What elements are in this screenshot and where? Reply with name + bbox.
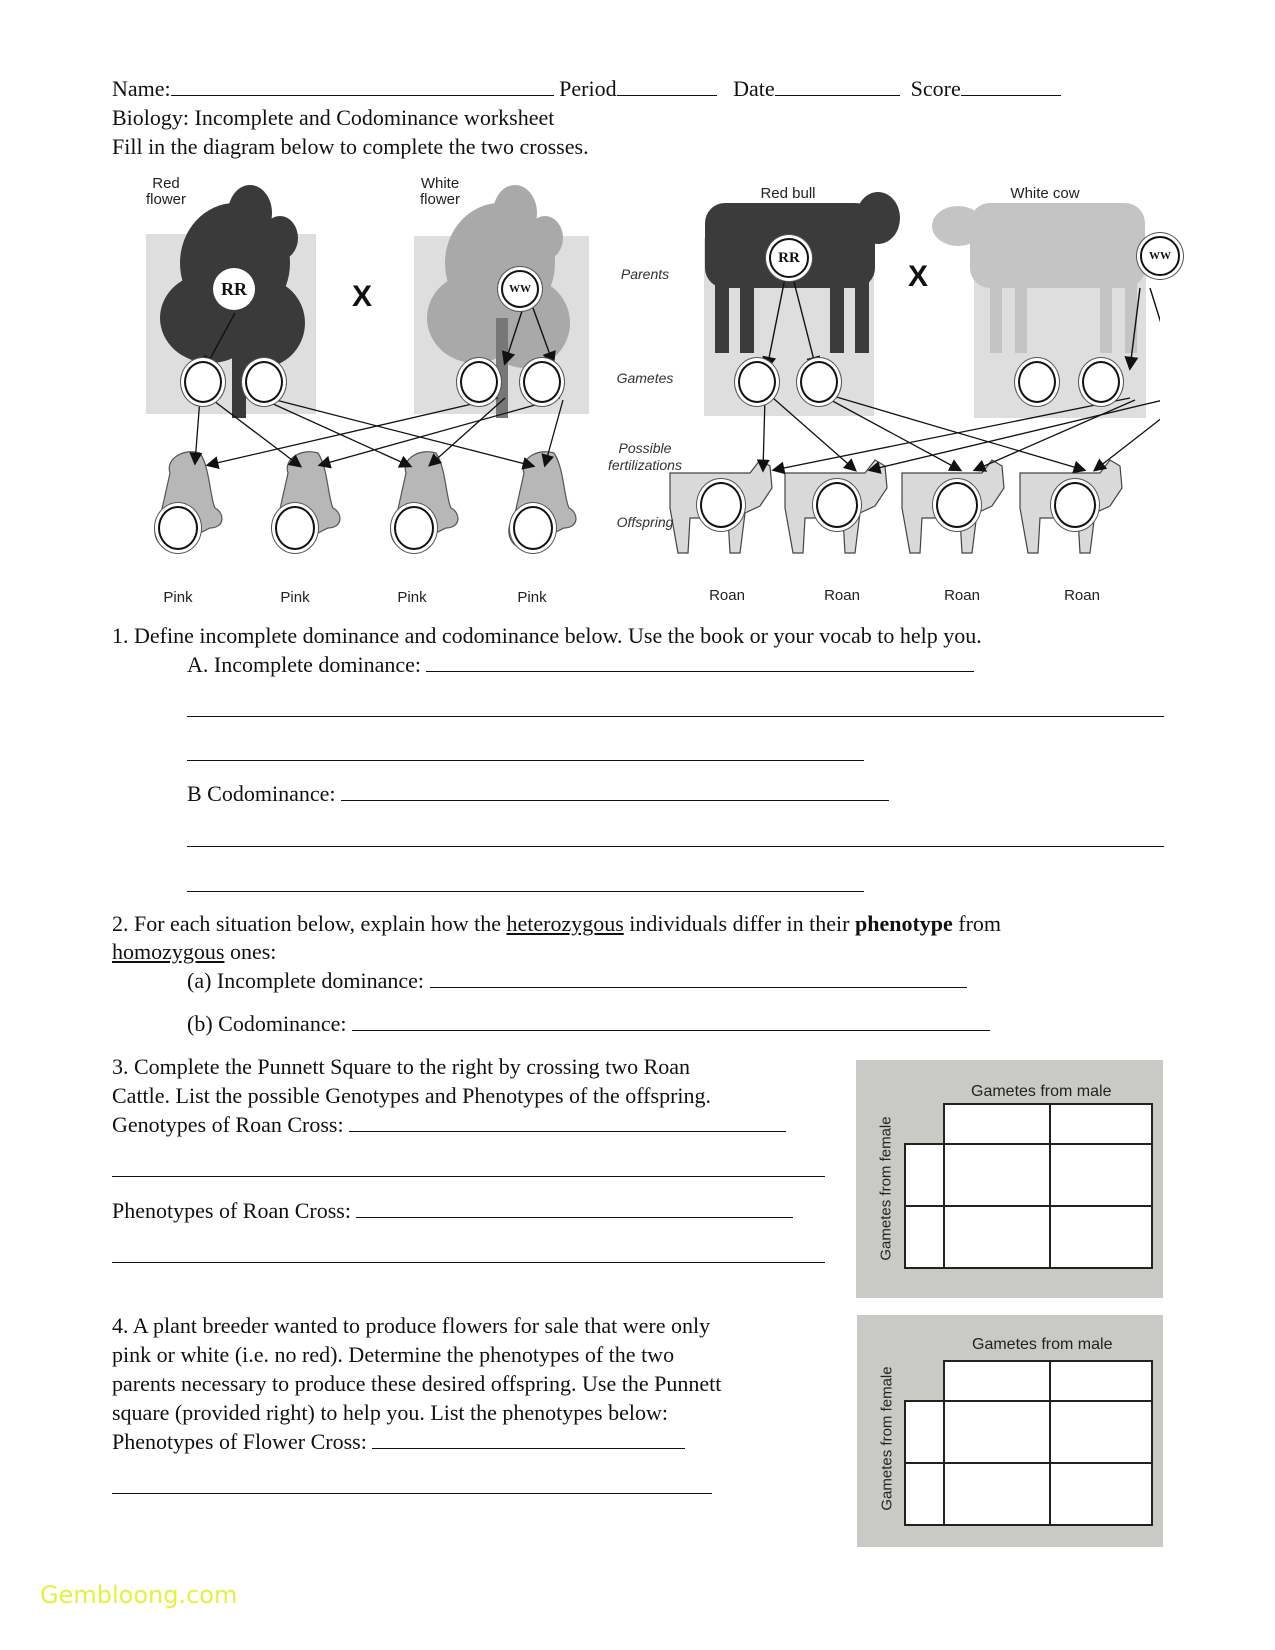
cattle-offspring-label-4: Roan <box>1064 587 1100 604</box>
flower-offspring-label-3: Pink <box>397 589 427 606</box>
q4-line4: square (provided right) to help you. List the phenotypes below: <box>112 1400 668 1425</box>
q2-a-label: (a) Incomplete dominance: <box>187 968 425 993</box>
q1-a-row <box>187 652 974 678</box>
q1-a-answer-line-3[interactable] <box>187 760 864 761</box>
q1-a-field[interactable] <box>426 653 974 672</box>
red-bull-label: Red bull <box>760 185 816 202</box>
flower1-gamete-2[interactable] <box>245 361 283 403</box>
punnett1-female-gamete-2[interactable] <box>904 1205 945 1269</box>
q4-line2: pink or white (i.e. no red). Determine the phenotypes of the two <box>112 1342 675 1367</box>
cattle-offspring-4[interactable] <box>1054 482 1096 528</box>
punnett-square-flower <box>857 1315 1163 1547</box>
cross-arrows-svg <box>140 168 1160 628</box>
cattle-offspring-label-1: Roan <box>709 587 745 604</box>
bull-gamete-2[interactable] <box>800 361 838 403</box>
period-field[interactable] <box>617 77 717 96</box>
punnett2-male-gamete-2[interactable] <box>1049 1360 1153 1402</box>
punnett2-female-gamete-2[interactable] <box>904 1462 945 1526</box>
cow-gamete-2[interactable] <box>1082 361 1120 403</box>
cattle-offspring-3[interactable] <box>936 482 978 528</box>
cross-diagram <box>140 168 1171 628</box>
red-flower-label: Red flower <box>145 175 186 208</box>
phenotype-term: phenotype <box>854 911 953 936</box>
q3-phenotypes-field[interactable] <box>356 1199 793 1218</box>
punnett1-male-gamete-2[interactable] <box>1049 1103 1153 1145</box>
instruction: Fill in the diagram below to complete the two crosses. <box>112 134 589 159</box>
q4-phenotypes-line-2[interactable] <box>112 1493 712 1494</box>
q2-b-field[interactable] <box>352 1012 990 1031</box>
punnett1-male-gamete-1[interactable] <box>943 1103 1051 1145</box>
punnett2-female-gamete-1[interactable] <box>904 1400 945 1464</box>
q4-phenotypes-field[interactable] <box>372 1430 685 1449</box>
punnett2-cell-1-2[interactable] <box>1049 1400 1153 1464</box>
q1-a-answer-line-2[interactable] <box>187 716 1164 717</box>
row-label-parents: Parents <box>620 266 670 282</box>
worksheet-title: Biology: Incomplete and Codominance worksheet <box>112 105 555 130</box>
q3-phenotypes-line-2[interactable] <box>112 1262 825 1263</box>
watermark: Gembloong.com <box>40 1581 238 1609</box>
cow-gamete-1[interactable] <box>1018 361 1056 403</box>
punnett1-top-label: Gametes from male <box>971 1083 1112 1100</box>
cattle-offspring-label-2: Roan <box>824 587 860 604</box>
q1-b-answer-line-3[interactable] <box>187 891 864 892</box>
q4-phenotypes-row <box>112 1429 685 1455</box>
flower-offspring-label-4: Pink <box>517 589 547 606</box>
punnett2-side-label: Gametes from female <box>878 1366 896 1511</box>
punnett2-cell-2-1[interactable] <box>943 1462 1051 1526</box>
punnett2-cell-1-1[interactable] <box>943 1400 1051 1464</box>
q1-prompt: 1. Define incomplete dominance and codominance below. Use the book or your vocab to help you. <box>112 623 982 648</box>
white-flower-genotype: WW <box>501 270 539 308</box>
q3-phenotypes-row <box>112 1198 793 1224</box>
header-line <box>112 76 1061 102</box>
q3-line1: 3. Complete the Punnett Square to the right by crossing two Roan <box>112 1054 691 1079</box>
row-label-fertilizations: Possible fertilizations <box>608 440 682 473</box>
punnett2-cell-2-2[interactable] <box>1049 1462 1153 1526</box>
punnett1-cell-2-2[interactable] <box>1049 1205 1153 1269</box>
q1-b-field[interactable] <box>341 782 889 801</box>
flower-offspring-label-1: Pink <box>163 589 193 606</box>
q1-b-row <box>187 781 889 807</box>
name-label: Name: <box>112 76 171 101</box>
score-label: Score <box>910 76 961 101</box>
q4-phenotypes-label: Phenotypes of Flower Cross: <box>112 1429 367 1454</box>
q3-genotypes-field[interactable] <box>349 1113 786 1132</box>
flower2-gamete-1[interactable] <box>460 361 498 403</box>
q2-prompt-line2: homozygous ones: <box>112 939 277 964</box>
cross-symbol-cattle: X <box>908 260 929 293</box>
q3-phenotypes-label: Phenotypes of Roan Cross: <box>112 1198 351 1223</box>
score-field[interactable] <box>961 77 1061 96</box>
punnett-square-roan <box>856 1060 1163 1298</box>
punnett1-cell-2-1[interactable] <box>943 1205 1051 1269</box>
date-label: Date <box>733 76 775 101</box>
red-flower-genotype: RR <box>213 268 255 310</box>
q4-line3: parents necessary to produce these desired offspring. Use the Punnett <box>112 1371 722 1396</box>
flower-offspring-1[interactable] <box>158 506 198 550</box>
punnett2-top-label: Gametes from male <box>972 1336 1113 1353</box>
q3-line2: Cattle. List the possible Genotypes and Phenotypes of the offspring. <box>112 1083 712 1108</box>
q2-b-label: (b) Codominance: <box>187 1011 347 1036</box>
bull-gamete-1[interactable] <box>738 361 776 403</box>
flower-offspring-4[interactable] <box>513 506 553 550</box>
punnett1-cell-1-2[interactable] <box>1049 1143 1153 1207</box>
homozygous-term: homozygous <box>112 939 225 964</box>
heterozygous-term: heterozygous <box>506 911 624 936</box>
q3-genotypes-row <box>112 1112 786 1138</box>
period-label: Period <box>559 76 617 101</box>
punnett1-side-label: Gametes from female <box>877 1116 895 1261</box>
white-cow-genotype: WW <box>1140 236 1180 276</box>
cattle-offspring-2[interactable] <box>816 482 858 528</box>
date-field[interactable] <box>775 77 900 96</box>
q4-line1: 4. A plant breeder wanted to produce flowers for sale that were only <box>112 1313 711 1338</box>
white-flower-label: White flower <box>419 175 460 208</box>
q1-b-answer-line-2[interactable] <box>187 846 1164 847</box>
row-label-offspring: Offspring <box>616 514 674 530</box>
q2-b-row <box>187 1011 990 1037</box>
white-cow-label: White cow <box>1010 185 1080 202</box>
flower1-gamete-1[interactable] <box>184 361 222 403</box>
flower-offspring-label-2: Pink <box>280 589 310 606</box>
q1-a-label: A. Incomplete dominance: <box>187 652 421 677</box>
punnett1-cell-1-1[interactable] <box>943 1143 1051 1207</box>
q2-prompt: 2. For each situation below, explain how the heterozygous individuals differ in their phenotype from <box>112 911 1002 936</box>
q3-genotypes-line-2[interactable] <box>112 1176 825 1177</box>
flower-offspring-2[interactable] <box>275 506 315 550</box>
cross-symbol-flowers: X <box>352 280 373 313</box>
punnett2-male-gamete-1[interactable] <box>943 1360 1051 1402</box>
punnett1-female-gamete-1[interactable] <box>904 1143 945 1207</box>
q3-genotypes-label: Genotypes of Roan Cross: <box>112 1112 344 1137</box>
q2-a-row <box>187 968 967 994</box>
q2-a-field[interactable] <box>430 969 967 988</box>
q1-b-label: B Codominance: <box>187 781 336 806</box>
row-label-gametes: Gametes <box>616 370 674 386</box>
red-bull-genotype: RR <box>769 238 809 278</box>
flower-offspring-3[interactable] <box>394 506 434 550</box>
flower2-gamete-2[interactable] <box>523 361 561 403</box>
cattle-offspring-label-3: Roan <box>944 587 980 604</box>
white-cow-image <box>932 203 1145 353</box>
cattle-offspring-1[interactable] <box>700 482 742 528</box>
name-field[interactable] <box>171 77 554 96</box>
